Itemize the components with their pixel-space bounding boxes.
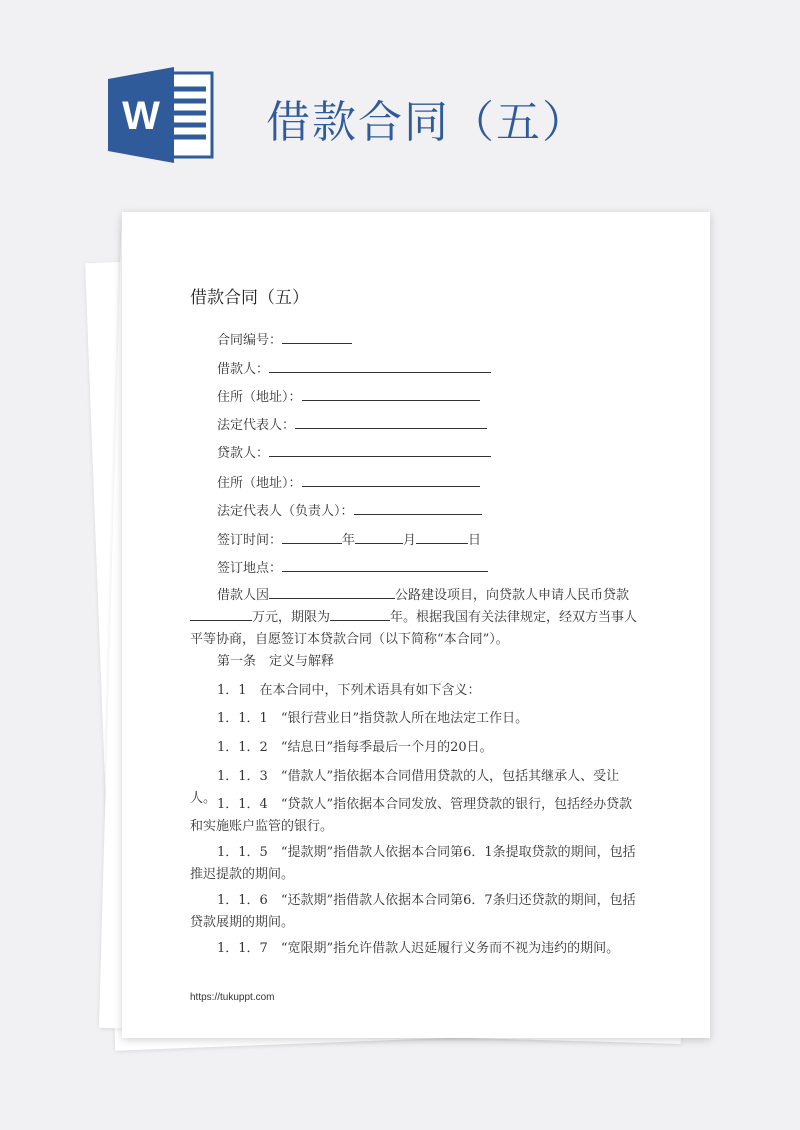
field-label: 借款人： xyxy=(217,362,270,377)
lender-representative-field xyxy=(217,500,482,519)
signing-date-field xyxy=(217,529,481,548)
intro-paragraph xyxy=(190,585,640,651)
document-title: 借款合同（五） xyxy=(190,288,309,308)
day-blank xyxy=(416,530,468,544)
clause-1-1-2: 1．1．2 “结息日”指每季最后一个月的20日。 xyxy=(217,740,493,755)
field-label: 贷款人： xyxy=(217,446,270,461)
intro-text-4: 年。根据我国有关法律规定，经双方当事人平等协商，自愿签订本贷款合同（以下简称“本合同”）。 xyxy=(190,610,638,647)
word-icon xyxy=(108,67,216,163)
field-blank xyxy=(302,473,480,487)
clause-1-1-3: 1．1．3 “借款人”指依据本合同借用贷款的人，包括其继承人、受让人。 xyxy=(190,769,620,806)
year-blank xyxy=(282,530,342,544)
lender-address-field xyxy=(217,472,480,491)
field-label: 签订时间： xyxy=(217,533,283,548)
clause-1-1: 1．1 在本合同中，下列术语具有如下含义： xyxy=(217,683,481,698)
field-label: 住所（地址）： xyxy=(217,390,302,405)
contract-number-field xyxy=(217,329,352,348)
amount-blank xyxy=(190,607,252,621)
field-blank xyxy=(282,558,488,572)
clause-1-1-1: 1．1．1 “银行营业日”指贷款人所在地法定工作日。 xyxy=(217,711,529,726)
project-blank xyxy=(269,585,395,599)
field-blank xyxy=(269,359,491,373)
borrower-field xyxy=(217,358,491,377)
field-label: 法定代表人： xyxy=(217,418,296,433)
signing-place-field xyxy=(217,557,488,576)
field-blank xyxy=(282,330,352,344)
word-icon-letter: W xyxy=(122,94,160,138)
field-label: 法定代表人（负责人）： xyxy=(217,504,354,519)
field-label: 签订地点： xyxy=(217,561,283,576)
header-title: 借款合同（五） xyxy=(266,97,588,148)
intro-text-2: 公路建设项目，向贷款人申请人民币贷款 xyxy=(395,588,630,603)
intro-text-1: 借款人因 xyxy=(217,588,270,603)
footer-url: https://tukuppt.com xyxy=(190,992,275,1003)
section-heading: 第一条 定义与解释 xyxy=(217,654,335,669)
clause-1-1-4: 1．1．4 “贷款人”指依据本合同发放、管理贷款的银行，包括经办贷款和实施账户监管的银行。 xyxy=(190,797,633,834)
field-blank xyxy=(302,387,480,401)
day-unit: 日 xyxy=(468,533,482,548)
field-blank xyxy=(295,415,487,429)
lender-field xyxy=(217,442,491,461)
month-unit: 月 xyxy=(403,533,417,548)
clause-1-1-7: 1．1．7 “宽限期”指允许借款人迟延履行义务而不视为违约的期间。 xyxy=(217,941,620,956)
field-label: 合同编号： xyxy=(217,333,283,348)
term-blank xyxy=(330,607,390,621)
borrower-address-field xyxy=(217,386,480,405)
borrower-representative-field xyxy=(217,414,487,433)
clause-1-1-5: 1．1．5 “提款期”指借款人依据本合同第6．1条提取贷款的期间，包括推迟提款的期间。 xyxy=(190,845,636,882)
intro-text-3: 万元，期限为 xyxy=(252,610,331,625)
clause-1-1-6: 1．1．6 “还款期”指借款人依据本合同第6．7条归还贷款的期间，包括贷款展期的期间。 xyxy=(190,893,636,930)
month-blank xyxy=(355,530,403,544)
field-blank xyxy=(354,501,482,515)
year-unit: 年 xyxy=(342,533,356,548)
field-label: 住所（地址）： xyxy=(217,476,302,491)
field-blank xyxy=(269,443,491,457)
